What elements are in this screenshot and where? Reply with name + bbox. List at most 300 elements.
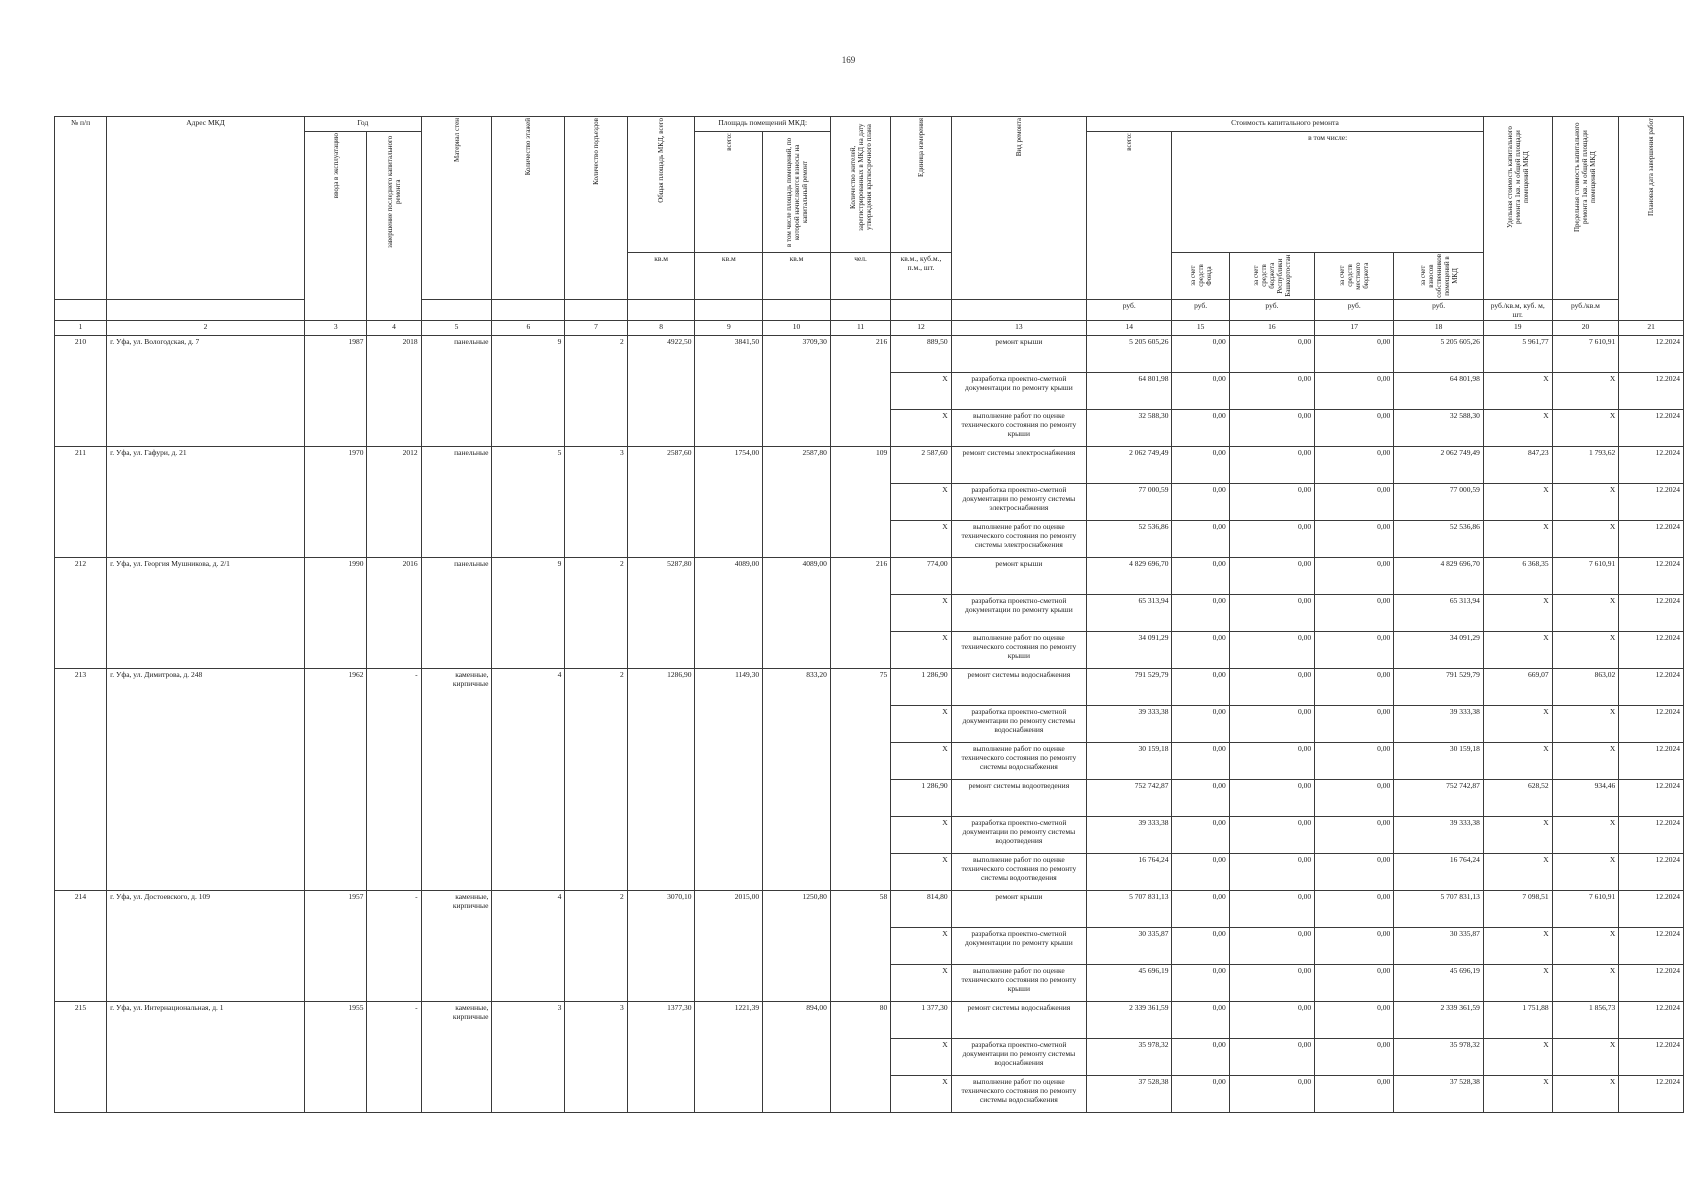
- work-type: ремонт системы водоснабжения: [951, 1001, 1086, 1038]
- unit-blank: [565, 299, 627, 320]
- unit-blank: [55, 299, 107, 320]
- work-type: ремонт системы электроснабжения: [951, 446, 1086, 483]
- work-cost-local-budget: 0,00: [1315, 409, 1394, 446]
- column-index: 5: [421, 320, 492, 335]
- column-index: 2: [107, 320, 305, 335]
- work-cost-total: 2 339 361,59: [1087, 1001, 1172, 1038]
- header-premises-area: Площадь помещений МКД:: [695, 117, 830, 132]
- unit-owners: руб.: [1394, 299, 1484, 320]
- work-unit-cost: X: [1483, 483, 1552, 520]
- work-limit-cost: 863,02: [1552, 668, 1619, 705]
- work-unit-cost: X: [1483, 409, 1552, 446]
- work-cost-total: 5 707 831,13: [1087, 890, 1172, 927]
- column-index: 3: [304, 320, 366, 335]
- row-entrances: 2: [565, 557, 627, 668]
- work-unit-cost: X: [1483, 520, 1552, 557]
- work-plan-date: 12.2024: [1619, 335, 1684, 372]
- row-wall-material: панельные: [421, 446, 492, 557]
- row-wall-material: каменные, кирпичные: [421, 890, 492, 1001]
- work-cost-rb-budget: 0,00: [1229, 335, 1314, 372]
- column-index: 19: [1483, 320, 1552, 335]
- work-cost-owners: 5 205 605,26: [1394, 335, 1484, 372]
- work-type: разработка проектно-сметной документации по ремонту системы электроснабжения: [951, 483, 1086, 520]
- work-limit-cost: X: [1552, 520, 1619, 557]
- row-entrances: 2: [565, 668, 627, 890]
- work-cost-local-budget: 0,00: [1315, 520, 1394, 557]
- unit-local-budget: руб.: [1315, 299, 1394, 320]
- header-wall-material: Материал стен: [421, 117, 492, 300]
- table-row: [55, 557, 1684, 594]
- work-cost-local-budget: 0,00: [1315, 964, 1394, 1001]
- header-entrances: Количество подъездов: [565, 117, 627, 300]
- work-cost-fund: 0,00: [1172, 1038, 1229, 1075]
- work-plan-date: 12.2024: [1619, 409, 1684, 446]
- row-floors: 3: [492, 1001, 565, 1112]
- header-cost: Стоимость капитального ремонта: [1087, 117, 1484, 132]
- row-address: г. Уфа, ул. Достоевского, д. 109: [107, 890, 305, 1001]
- work-unit-cost: X: [1483, 1075, 1552, 1112]
- work-plan-date: 12.2024: [1619, 631, 1684, 668]
- work-quantity: 1 377,30: [891, 1001, 951, 1038]
- work-type: выполнение работ по оценке технического состояния по ремонту системы водоотведения: [951, 853, 1086, 890]
- work-cost-owners: 52 536,86: [1394, 520, 1484, 557]
- work-type: ремонт крыши: [951, 890, 1086, 927]
- work-unit-cost: 6 368,35: [1483, 557, 1552, 594]
- row-residents: 58: [830, 890, 890, 1001]
- work-limit-cost: X: [1552, 409, 1619, 446]
- unit-blank: [492, 299, 565, 320]
- work-unit-cost: 669,07: [1483, 668, 1552, 705]
- row-year-last-repair: -: [367, 890, 421, 1001]
- work-quantity: 2 587,60: [891, 446, 951, 483]
- unit-measure: кв.м., куб.м., п.м., шт.: [891, 253, 951, 300]
- row-premises-incl: 4089,00: [763, 557, 831, 668]
- work-limit-cost: 934,46: [1552, 779, 1619, 816]
- work-cost-local-budget: 0,00: [1315, 927, 1394, 964]
- column-index: 7: [565, 320, 627, 335]
- work-unit-cost: 1 751,88: [1483, 1001, 1552, 1038]
- work-plan-date: 12.2024: [1619, 705, 1684, 742]
- column-index: 4: [367, 320, 421, 335]
- header-total-area: Общая площадь МКД, всего: [627, 117, 695, 253]
- row-residents: 216: [830, 335, 890, 446]
- row-residents: 80: [830, 1001, 890, 1112]
- capital-repair-table: [54, 116, 1684, 1113]
- work-type: выполнение работ по оценке технического состояния по ремонту системы водоснабжения: [951, 742, 1086, 779]
- row-total-area: 5287,80: [627, 557, 695, 668]
- work-cost-owners: 30 159,18: [1394, 742, 1484, 779]
- work-cost-local-budget: 0,00: [1315, 816, 1394, 853]
- work-cost-local-budget: 0,00: [1315, 779, 1394, 816]
- work-unit-cost: 7 098,51: [1483, 890, 1552, 927]
- work-cost-owners: 35 978,32: [1394, 1038, 1484, 1075]
- table-row: [55, 890, 1684, 927]
- work-cost-owners: 65 313,94: [1394, 594, 1484, 631]
- work-cost-local-budget: 0,00: [1315, 742, 1394, 779]
- work-type: разработка проектно-сметной документации по ремонту системы водоснабжения: [951, 705, 1086, 742]
- row-address: г. Уфа, ул. Интернациональная, д. 1: [107, 1001, 305, 1112]
- work-quantity: 774,00: [891, 557, 951, 594]
- work-cost-total: 34 091,29: [1087, 631, 1172, 668]
- column-index: 11: [830, 320, 890, 335]
- row-premises-total: 1754,00: [695, 446, 763, 557]
- work-limit-cost: 1 856,73: [1552, 1001, 1619, 1038]
- work-cost-total: 791 529,79: [1087, 668, 1172, 705]
- unit-blank: [627, 299, 695, 320]
- work-type: ремонт крыши: [951, 335, 1086, 372]
- work-quantity: X: [891, 927, 951, 964]
- column-index: 17: [1315, 320, 1394, 335]
- work-quantity: X: [891, 594, 951, 631]
- work-limit-cost: X: [1552, 853, 1619, 890]
- row-year-commission: 1955: [304, 1001, 366, 1112]
- work-unit-cost: X: [1483, 853, 1552, 890]
- work-type: выполнение работ по оценке технического состояния по ремонту системы водоснабжения: [951, 1075, 1086, 1112]
- row-premises-total: 4089,00: [695, 557, 763, 668]
- row-address: г. Уфа, ул. Гафури, д. 21: [107, 446, 305, 557]
- work-quantity: 1 286,90: [891, 779, 951, 816]
- column-index: 9: [695, 320, 763, 335]
- table-row: [55, 668, 1684, 705]
- work-cost-rb-budget: 0,00: [1229, 483, 1314, 520]
- row-total-area: 4922,50: [627, 335, 695, 446]
- work-cost-total: 37 528,38: [1087, 1075, 1172, 1112]
- work-plan-date: 12.2024: [1619, 853, 1684, 890]
- work-limit-cost: 7 610,91: [1552, 335, 1619, 372]
- header-premises-total: всего:: [695, 132, 763, 253]
- work-cost-fund: 0,00: [1172, 742, 1229, 779]
- work-cost-owners: 32 588,30: [1394, 409, 1484, 446]
- header-year: Год: [304, 117, 421, 132]
- work-cost-total: 16 764,24: [1087, 853, 1172, 890]
- row-number: 210: [55, 335, 107, 446]
- work-plan-date: 12.2024: [1619, 927, 1684, 964]
- work-cost-total: 30 159,18: [1087, 742, 1172, 779]
- unit-blank: [763, 299, 831, 320]
- work-quantity: X: [891, 964, 951, 1001]
- work-cost-fund: 0,00: [1172, 668, 1229, 705]
- work-type: разработка проектно-сметной документации по ремонту крыши: [951, 372, 1086, 409]
- work-quantity: 1 286,90: [891, 668, 951, 705]
- header-unit-cost: Удельная стоимость капитального ремонта 1кв. м общей площади помещений МКД: [1483, 117, 1552, 300]
- row-premises-total: 2015,00: [695, 890, 763, 1001]
- work-cost-local-budget: 0,00: [1315, 705, 1394, 742]
- row-premises-incl: 3709,30: [763, 335, 831, 446]
- work-cost-local-budget: 0,00: [1315, 631, 1394, 668]
- work-cost-local-budget: 0,00: [1315, 853, 1394, 890]
- header-residents: Количество жителей, зарегистрированных в МКД на дату утверждения краткосрочного плана: [830, 117, 890, 253]
- work-unit-cost: X: [1483, 372, 1552, 409]
- work-cost-fund: 0,00: [1172, 335, 1229, 372]
- work-unit-cost: 847,23: [1483, 446, 1552, 483]
- unit-blank: [891, 299, 951, 320]
- work-limit-cost: X: [1552, 372, 1619, 409]
- header-floors: Количество этажей: [492, 117, 565, 300]
- row-address: г. Уфа, ул. Димитрова, д. 248: [107, 668, 305, 890]
- unit-residents: чел.: [830, 253, 890, 300]
- work-cost-fund: 0,00: [1172, 964, 1229, 1001]
- work-plan-date: 12.2024: [1619, 816, 1684, 853]
- column-index: 6: [492, 320, 565, 335]
- work-unit-cost: X: [1483, 631, 1552, 668]
- work-cost-fund: 0,00: [1172, 1001, 1229, 1038]
- header-limit-cost: Предельная стоимость капитального ремонта 1кв. м общей площади помещений МКД: [1552, 117, 1619, 300]
- work-type: выполнение работ по оценке технического состояния по ремонту крыши: [951, 631, 1086, 668]
- work-cost-rb-budget: 0,00: [1229, 742, 1314, 779]
- row-number: 213: [55, 668, 107, 890]
- header-owners: за счет взносов собственников помещений в МКД: [1394, 253, 1484, 300]
- unit-blank: [695, 299, 763, 320]
- column-index: 10: [763, 320, 831, 335]
- work-cost-local-budget: 0,00: [1315, 890, 1394, 927]
- row-total-area: 1286,90: [627, 668, 695, 890]
- header-num: № п/п: [55, 117, 107, 300]
- work-limit-cost: X: [1552, 1038, 1619, 1075]
- work-plan-date: 12.2024: [1619, 890, 1684, 927]
- header-incl: в том числе:: [1172, 132, 1483, 253]
- row-address: г. Уфа, ул. Георгия Мушникова, д. 2/1: [107, 557, 305, 668]
- row-year-commission: 1957: [304, 890, 366, 1001]
- work-unit-cost: 628,52: [1483, 779, 1552, 816]
- row-entrances: 2: [565, 335, 627, 446]
- work-plan-date: 12.2024: [1619, 446, 1684, 483]
- work-unit-cost: X: [1483, 594, 1552, 631]
- row-total-area: 1377,30: [627, 1001, 695, 1112]
- work-cost-fund: 0,00: [1172, 520, 1229, 557]
- work-limit-cost: X: [1552, 742, 1619, 779]
- work-plan-date: 12.2024: [1619, 483, 1684, 520]
- work-cost-rb-budget: 0,00: [1229, 853, 1314, 890]
- header-plan-date: Плановая дата завершения работ: [1619, 117, 1684, 321]
- work-cost-owners: 77 000,59: [1394, 483, 1484, 520]
- work-quantity: X: [891, 705, 951, 742]
- work-plan-date: 12.2024: [1619, 1001, 1684, 1038]
- work-plan-date: 12.2024: [1619, 594, 1684, 631]
- table-row: [55, 1001, 1684, 1038]
- row-entrances: 2: [565, 890, 627, 1001]
- row-floors: 5: [492, 446, 565, 557]
- unit-blank: [830, 299, 890, 320]
- column-index: 15: [1172, 320, 1229, 335]
- work-cost-local-budget: 0,00: [1315, 483, 1394, 520]
- work-cost-fund: 0,00: [1172, 372, 1229, 409]
- work-limit-cost: 1 793,62: [1552, 446, 1619, 483]
- work-quantity: X: [891, 631, 951, 668]
- header-cost-total: всего:: [1087, 132, 1172, 300]
- work-cost-total: 30 335,87: [1087, 927, 1172, 964]
- work-cost-total: 52 536,86: [1087, 520, 1172, 557]
- work-cost-total: 64 801,98: [1087, 372, 1172, 409]
- unit-cost-total: руб.: [1087, 299, 1172, 320]
- work-cost-fund: 0,00: [1172, 483, 1229, 520]
- row-number: 215: [55, 1001, 107, 1112]
- work-cost-rb-budget: 0,00: [1229, 816, 1314, 853]
- work-quantity: X: [891, 372, 951, 409]
- work-cost-owners: 2 062 749,49: [1394, 446, 1484, 483]
- unit-total-area: кв.м: [627, 253, 695, 300]
- row-year-last-repair: 2018: [367, 335, 421, 446]
- work-cost-total: 32 588,30: [1087, 409, 1172, 446]
- row-floors: 9: [492, 557, 565, 668]
- work-cost-rb-budget: 0,00: [1229, 1001, 1314, 1038]
- work-plan-date: 12.2024: [1619, 668, 1684, 705]
- header-year-commission: ввода в эксплуатацию: [304, 132, 366, 321]
- unit-premises-total: кв.м: [695, 253, 763, 300]
- row-address: г. Уфа, ул. Вологодская, д. 7: [107, 335, 305, 446]
- header-premises-incl: в том числе площадь помещений, по которой начисляются взносы на капитальный ремонт: [763, 132, 831, 253]
- row-premises-incl: 1250,80: [763, 890, 831, 1001]
- work-cost-rb-budget: 0,00: [1229, 372, 1314, 409]
- work-cost-rb-budget: 0,00: [1229, 446, 1314, 483]
- work-cost-rb-budget: 0,00: [1229, 594, 1314, 631]
- work-cost-total: 39 333,38: [1087, 816, 1172, 853]
- work-cost-fund: 0,00: [1172, 816, 1229, 853]
- row-premises-incl: 2587,80: [763, 446, 831, 557]
- work-cost-total: 45 696,19: [1087, 964, 1172, 1001]
- work-cost-fund: 0,00: [1172, 631, 1229, 668]
- row-premises-incl: 894,00: [763, 1001, 831, 1112]
- work-cost-fund: 0,00: [1172, 853, 1229, 890]
- work-cost-owners: 39 333,38: [1394, 816, 1484, 853]
- work-cost-local-budget: 0,00: [1315, 1001, 1394, 1038]
- work-plan-date: 12.2024: [1619, 1038, 1684, 1075]
- work-type: выполнение работ по оценке технического состояния по ремонту системы электроснабжения: [951, 520, 1086, 557]
- work-cost-fund: 0,00: [1172, 890, 1229, 927]
- work-cost-rb-budget: 0,00: [1229, 964, 1314, 1001]
- work-cost-local-budget: 0,00: [1315, 557, 1394, 594]
- work-plan-date: 12.2024: [1619, 779, 1684, 816]
- unit-fund: руб.: [1172, 299, 1229, 320]
- row-floors: 4: [492, 668, 565, 890]
- work-type: выполнение работ по оценке технического состояния по ремонту крыши: [951, 964, 1086, 1001]
- row-floors: 9: [492, 335, 565, 446]
- work-quantity: X: [891, 1038, 951, 1075]
- column-index: 18: [1394, 320, 1484, 335]
- work-plan-date: 12.2024: [1619, 372, 1684, 409]
- column-index: 8: [627, 320, 695, 335]
- work-plan-date: 12.2024: [1619, 742, 1684, 779]
- work-limit-cost: 7 610,91: [1552, 890, 1619, 927]
- work-cost-owners: 37 528,38: [1394, 1075, 1484, 1112]
- work-cost-total: 39 333,38: [1087, 705, 1172, 742]
- row-wall-material: панельные: [421, 335, 492, 446]
- work-type: разработка проектно-сметной документации по ремонту крыши: [951, 594, 1086, 631]
- work-limit-cost: X: [1552, 705, 1619, 742]
- page-number: 169: [841, 55, 856, 65]
- unit-blank: [951, 299, 1086, 320]
- work-unit-cost: X: [1483, 1038, 1552, 1075]
- work-cost-total: 5 205 605,26: [1087, 335, 1172, 372]
- row-year-commission: 1962: [304, 668, 366, 890]
- work-unit-cost: X: [1483, 816, 1552, 853]
- work-cost-total: 77 000,59: [1087, 483, 1172, 520]
- column-index: 12: [891, 320, 951, 335]
- work-limit-cost: X: [1552, 816, 1619, 853]
- work-type: выполнение работ по оценке технического состояния по ремонту крыши: [951, 409, 1086, 446]
- work-plan-date: 12.2024: [1619, 1075, 1684, 1112]
- row-premises-total: 1149,30: [695, 668, 763, 890]
- work-cost-rb-budget: 0,00: [1229, 890, 1314, 927]
- row-premises-total: 1221,39: [695, 1001, 763, 1112]
- work-quantity: X: [891, 520, 951, 557]
- row-wall-material: каменные, кирпичные: [421, 668, 492, 890]
- row-total-area: 2587,60: [627, 446, 695, 557]
- work-cost-fund: 0,00: [1172, 409, 1229, 446]
- work-cost-local-budget: 0,00: [1315, 372, 1394, 409]
- work-unit-cost: X: [1483, 705, 1552, 742]
- row-year-commission: 1987: [304, 335, 366, 446]
- header-address: Адрес МКД: [107, 117, 305, 300]
- work-type: разработка проектно-сметной документации по ремонту крыши: [951, 927, 1086, 964]
- work-cost-total: 4 829 696,70: [1087, 557, 1172, 594]
- work-cost-fund: 0,00: [1172, 705, 1229, 742]
- row-number: 212: [55, 557, 107, 668]
- work-quantity: X: [891, 853, 951, 890]
- work-limit-cost: X: [1552, 483, 1619, 520]
- row-floors: 4: [492, 890, 565, 1001]
- work-cost-total: 65 313,94: [1087, 594, 1172, 631]
- work-cost-owners: 2 339 361,59: [1394, 1001, 1484, 1038]
- row-number: 214: [55, 890, 107, 1001]
- work-cost-fund: 0,00: [1172, 446, 1229, 483]
- work-cost-rb-budget: 0,00: [1229, 705, 1314, 742]
- work-cost-owners: 4 829 696,70: [1394, 557, 1484, 594]
- column-index: 21: [1619, 320, 1684, 335]
- row-residents: 216: [830, 557, 890, 668]
- work-limit-cost: X: [1552, 927, 1619, 964]
- table-row: [55, 446, 1684, 483]
- work-limit-cost: X: [1552, 594, 1619, 631]
- table-header: [55, 117, 1684, 336]
- work-limit-cost: X: [1552, 1075, 1619, 1112]
- header-fund: за счет средств Фонда: [1172, 253, 1229, 300]
- work-cost-rb-budget: 0,00: [1229, 409, 1314, 446]
- work-cost-rb-budget: 0,00: [1229, 927, 1314, 964]
- row-entrances: 3: [565, 1001, 627, 1112]
- work-quantity: 814,80: [891, 890, 951, 927]
- row-wall-material: каменные, кирпичные: [421, 1001, 492, 1112]
- row-wall-material: панельные: [421, 557, 492, 668]
- row-premises-incl: 833,20: [763, 668, 831, 890]
- work-cost-rb-budget: 0,00: [1229, 520, 1314, 557]
- unit-blank: [107, 299, 305, 320]
- column-index: 20: [1552, 320, 1619, 335]
- work-cost-owners: 5 707 831,13: [1394, 890, 1484, 927]
- unit-premises-incl: кв.м: [763, 253, 831, 300]
- row-year-last-repair: -: [367, 1001, 421, 1112]
- work-quantity: X: [891, 483, 951, 520]
- work-plan-date: 12.2024: [1619, 520, 1684, 557]
- work-unit-cost: X: [1483, 964, 1552, 1001]
- work-type: ремонт крыши: [951, 557, 1086, 594]
- row-year-commission: 1990: [304, 557, 366, 668]
- work-cost-owners: 752 742,87: [1394, 779, 1484, 816]
- work-type: ремонт системы водоотведения: [951, 779, 1086, 816]
- row-premises-total: 3841,50: [695, 335, 763, 446]
- work-cost-rb-budget: 0,00: [1229, 1038, 1314, 1075]
- column-index: 16: [1229, 320, 1314, 335]
- work-cost-local-budget: 0,00: [1315, 668, 1394, 705]
- column-index-row: [55, 320, 1684, 335]
- column-index: 13: [951, 320, 1086, 335]
- table-row: [55, 335, 1684, 372]
- work-cost-fund: 0,00: [1172, 594, 1229, 631]
- work-unit-cost: 5 961,77: [1483, 335, 1552, 372]
- column-index: 14: [1087, 320, 1172, 335]
- header-local-budget: за счет средств местного бюджета: [1315, 253, 1394, 300]
- row-year-last-repair: 2012: [367, 446, 421, 557]
- work-cost-fund: 0,00: [1172, 779, 1229, 816]
